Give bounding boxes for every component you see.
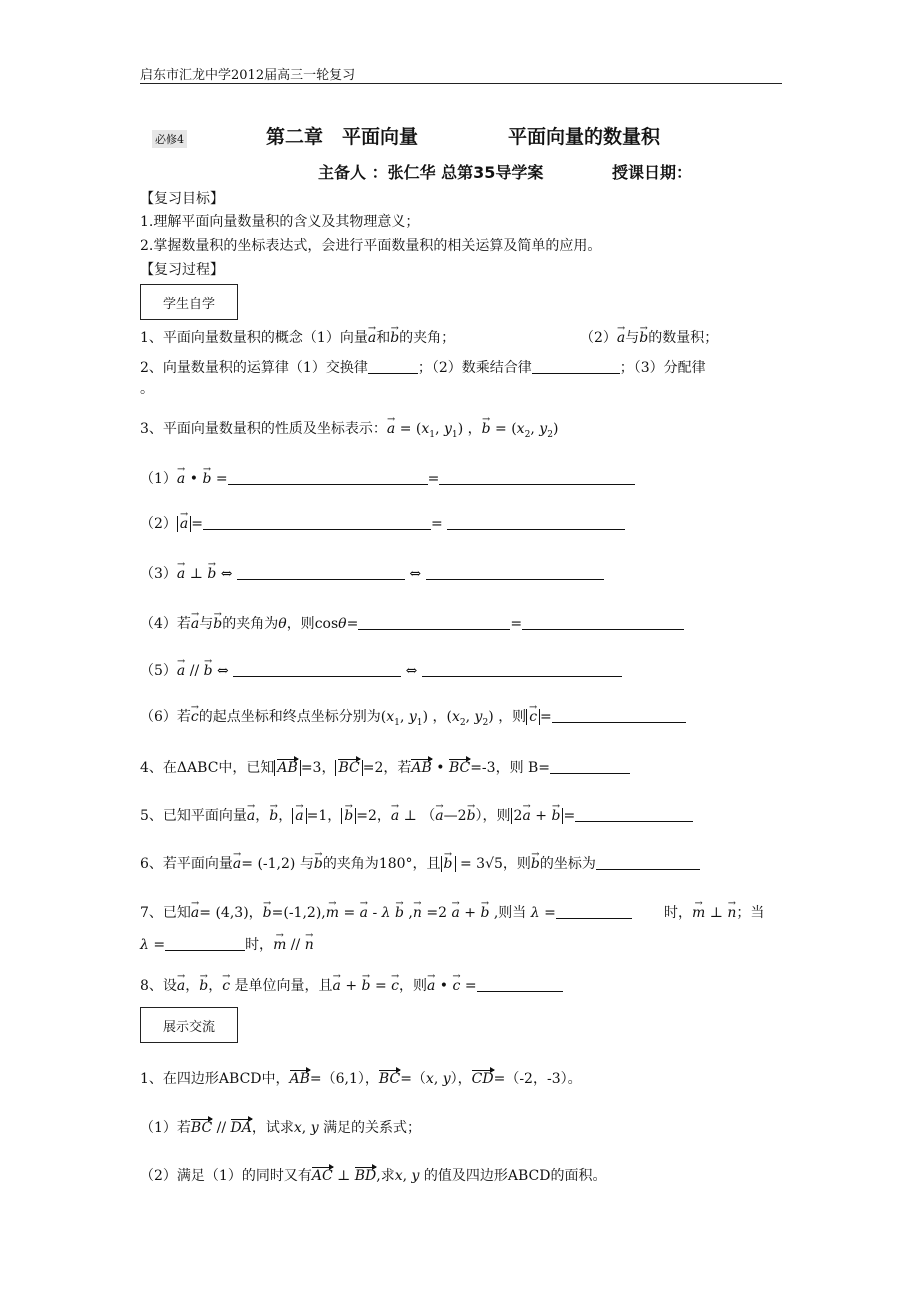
blank-p2b[interactable] (447, 515, 625, 530)
property-6: （6）若→ c的起点坐标和终点坐标分别为($x_1$, $y_1$) ，($x_2$, $y_2$) ，则→ c = (140, 706, 686, 728)
blank-p3b[interactable] (426, 565, 604, 580)
blank-p4b[interactable] (522, 615, 684, 630)
course-tag: 必修4 (152, 130, 187, 148)
blank-q5[interactable] (575, 807, 693, 822)
topic-title: 平面向量的数量积 (508, 126, 661, 148)
property-1: （1）→ a • → b = = (140, 468, 635, 488)
blank-q4[interactable] (550, 759, 630, 774)
question-7-line2: λ = 时，→ m // → n (140, 934, 314, 954)
blank-p1b[interactable] (439, 470, 635, 485)
question-4: 4、在ΔABC中，已知 AB =3， BC =2，若AB • BC=-3，则 B= (140, 757, 630, 777)
question-2-end: 。 (140, 381, 154, 397)
question-1-part2: （2）→ a与→ b的数量积； (580, 327, 718, 347)
blank-p5a[interactable] (233, 662, 401, 677)
property-3: （3）→ a ⊥ → b ⇔ ⇔ (140, 563, 604, 583)
blank-q7b[interactable] (165, 936, 245, 951)
exchange-part-2: （2）满足（1）的同时又有AC ⊥ BD,求x, y 的值及四边形ABCD的面积。 (140, 1168, 607, 1184)
header-school: 启东市汇龙中学2012届高三一轮复习 (140, 68, 356, 83)
question-3: 3、平面向量数量积的性质及坐标表示：→ $a = (x_1$, $y_1$) ，→ $b = (x_2$, $y_2$) (140, 418, 558, 440)
exchange-question-1: 1、在四边形ABCD中，AB=（6,1），BC=（x, y），CD=（-2，-3）。 (140, 1071, 582, 1087)
blank-p2a[interactable] (203, 515, 431, 530)
blank-associative[interactable] (532, 359, 620, 374)
blank-commutative[interactable] (368, 359, 418, 374)
question-5: 5、已知平面向量→ a，→ b，→ a =1，→ b =2，→ a ⊥ （→ a—2→ b），则 2→ a + → b = (140, 805, 693, 825)
blank-p5b[interactable] (422, 662, 622, 677)
goals-heading: 【复习目标】 (140, 191, 224, 207)
property-2: （2）→ a = = (140, 513, 625, 533)
blank-p6[interactable] (552, 708, 686, 723)
self-study-box: 学生自学 (140, 284, 238, 320)
property-5: （5）→ a // → b ⇔ ⇔ (140, 660, 622, 680)
chapter-title: 第二章 平面向量 (266, 126, 419, 148)
process-heading: 【复习过程】 (140, 262, 224, 278)
exchange-part-1: （1）若BC // DA，试求x, y 满足的关系式； (140, 1120, 422, 1136)
blank-q6[interactable] (596, 855, 700, 870)
question-7-tail: 时，→ m ⊥ → n；当 (664, 902, 764, 922)
property-4: （4）若→ a与→ b的夹角为θ，则cosθ= = (140, 613, 684, 633)
blank-q7a[interactable] (556, 904, 632, 919)
question-2: 2、向量数量积的运算律（1）交换律 ；（2）数乘结合律 ；（3）分配律 (140, 360, 706, 376)
goal-1: 1.理解平面向量数量积的含义及其物理意义； (140, 214, 420, 230)
blank-q8[interactable] (477, 977, 563, 992)
question-7: 7、已知→ a= (4,3)，→ b=(-1,2),→ m = → a - λ → b ,→ n =2 → a + → b ,则当 λ = (140, 902, 632, 922)
blank-p4a[interactable] (358, 615, 510, 630)
goal-2: 2.掌握数量积的坐标表达式，会进行平面数量积的相关运算及简单的应用。 (140, 238, 602, 254)
date-label: 授课日期： (612, 163, 693, 182)
author-line: 主备人 ：张仁华 总第35导学案 (318, 163, 544, 182)
question-6: 6、若平面向量→ a= (-1,2) 与→ b的夹角为180°，且→ b = 3√5，则→ b的坐标为 (140, 853, 700, 873)
blank-p3a[interactable] (237, 565, 405, 580)
question-8: 8、设→ a，→ b，→ c 是单位向量，且→ a + → b = → c，则→ a • → c = (140, 975, 563, 995)
exchange-box: 展示交流 (140, 1007, 238, 1043)
header-rule (140, 83, 782, 84)
question-1: 1、平面向量数量积的概念（1）向量→ a和→ b的夹角； (140, 327, 455, 347)
blank-p1a[interactable] (228, 470, 428, 485)
